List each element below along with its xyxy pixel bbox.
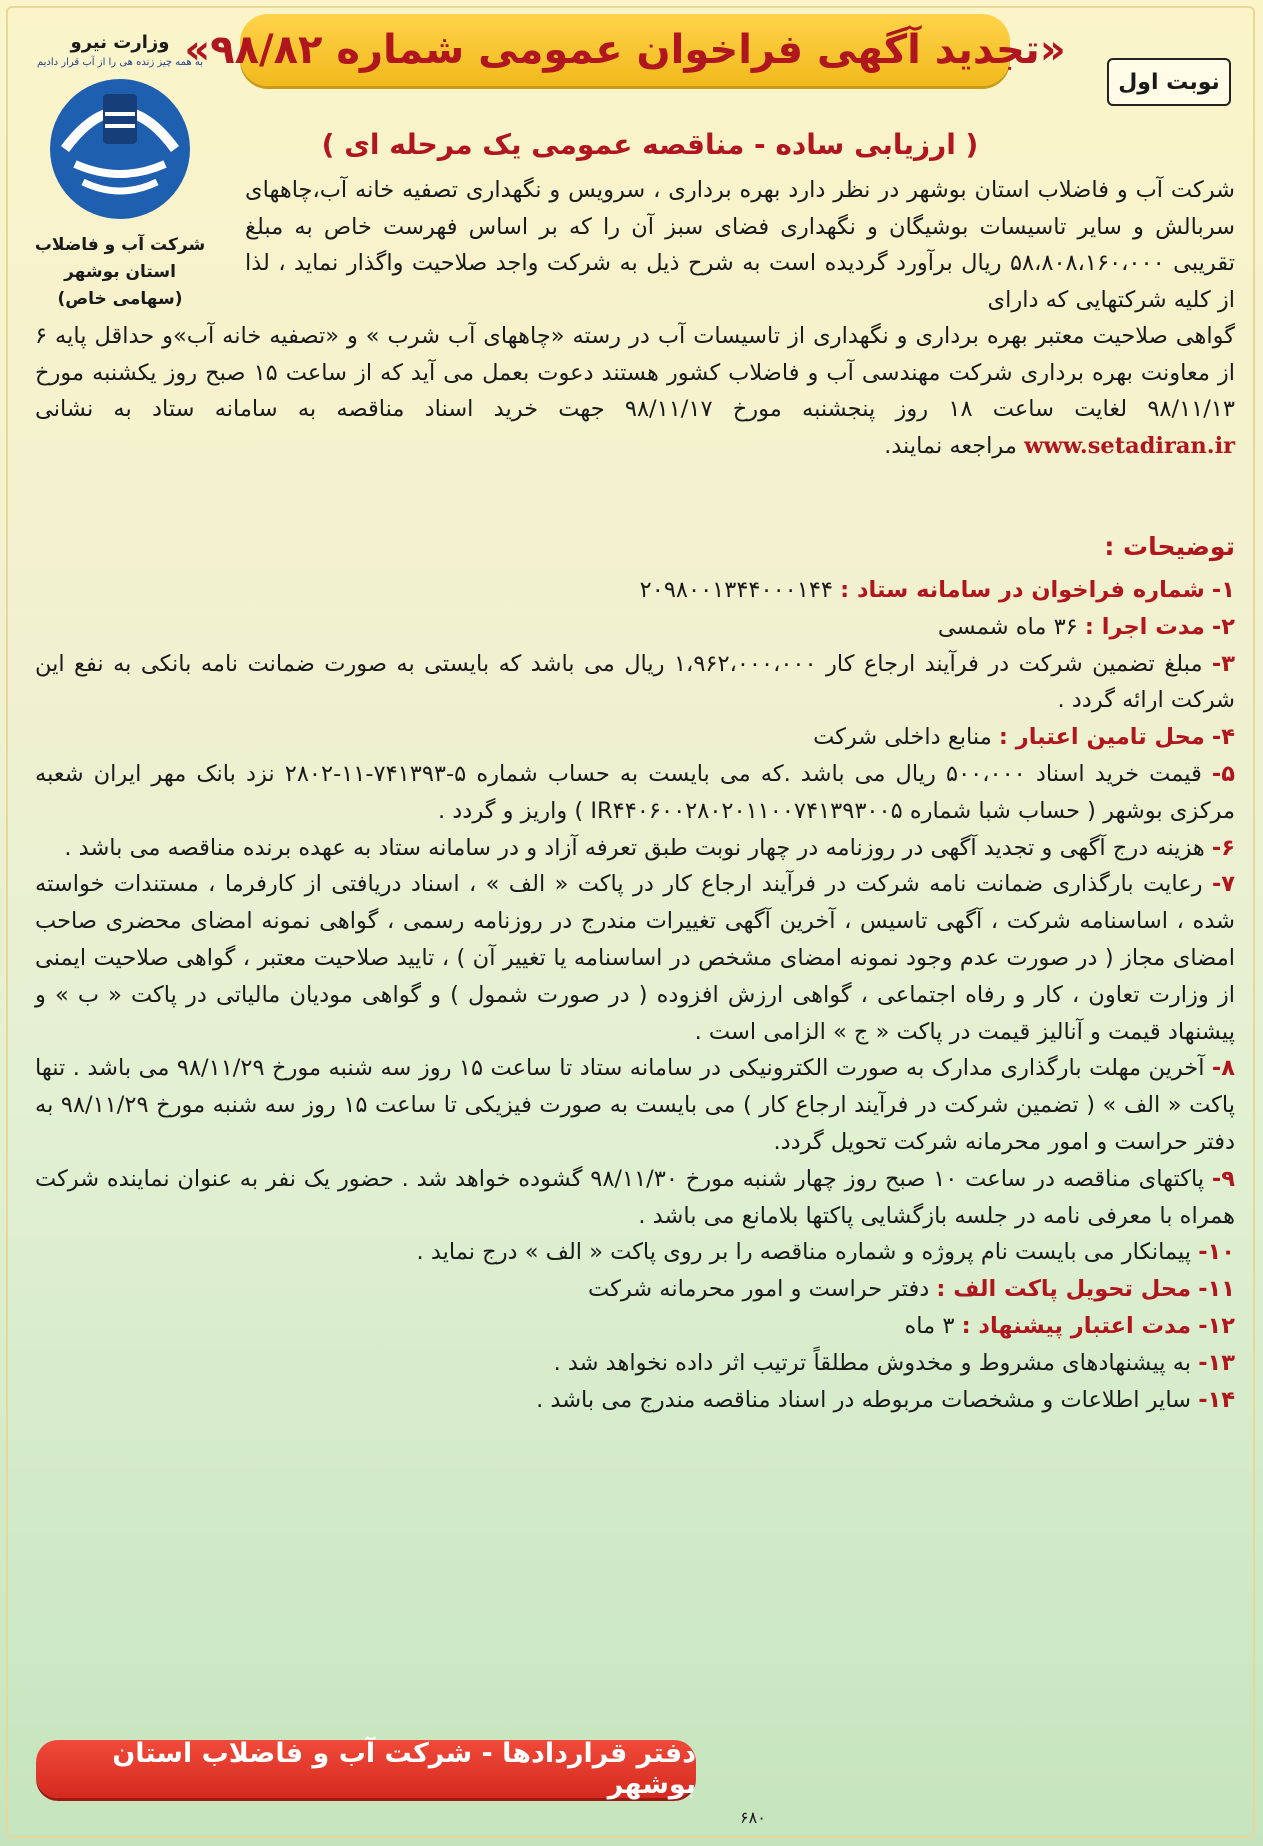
tender-subtitle: ( ارزیابی ساده - مناقصه عمومی یک مرحله ای ) xyxy=(321,128,979,161)
item-number: ۸- xyxy=(1211,1055,1235,1082)
item-text: منابع داخلی شرکت xyxy=(813,724,999,751)
item-label: محل تحویل پاکت الف : xyxy=(936,1276,1192,1303)
title-banner xyxy=(184,14,1066,86)
list-item xyxy=(35,1234,1235,1271)
list-item xyxy=(35,646,1235,720)
list-item xyxy=(35,1382,1235,1419)
item-number: ۲- xyxy=(1211,613,1235,640)
list-item xyxy=(35,756,1235,830)
notes-list xyxy=(35,572,1235,1418)
list-item xyxy=(35,1308,1235,1345)
item-text: به پیشنهادهای مشروط و مخدوش مطلقاً ترتیب اثر داده نخواهد شد . xyxy=(553,1349,1192,1376)
intro-paragraph-1: شرکت آب و فاضلاب استان بوشهر در نظر دارد بهره برداری ، سرویس و نگهداری تصفیه خانه آب،چاههای سربالش و سایر تاسیسات بوشیگان و نگهداری فضای سبز آن را که بر اساس فهرست خاص به مبلغ تقریبی ۵۸،۸۰۸،۱۶۰،۰۰۰ ریال برآورد گردیده است به شرح ذیل به شرکت واجد صلاحیت واگذار نماید ، لذا از کلیه شرکتهایی که دارای xyxy=(245,177,1235,313)
item-number: ۱۴- xyxy=(1198,1386,1235,1413)
list-item xyxy=(35,719,1235,756)
item-number: ۱۳- xyxy=(1198,1349,1235,1376)
list-item xyxy=(35,1271,1235,1308)
item-number: ۳- xyxy=(1211,650,1235,677)
company-logo-block xyxy=(20,28,220,358)
list-item xyxy=(35,1050,1235,1160)
company-name-line3: (سهامی خاص) xyxy=(57,289,183,309)
item-text: رعایت بارگذاری ضمانت نامه شرکت در فرآیند ارجاع کار در پاکت « الف » ، اسناد دریافتی از کارفرما ، مستندات خواسته شده ، اساسنامه شرکت ، آگهی تاسیس ، آخرین آگهی تغییرات مندرج در روزنامه رسمی ، گواهی نمونه امضای محضری صاحب امضای مجاز ( در صورت عدم وجود نمونه امضای مشخص در اساسنامه یا تغییر آن ) ، تایید صلاحیت معتبر ، گواهی صلاحیت ایمنی از وزارت تعاون ، کار و رفاه اجتماعی ، گواهی ارزش افزوده ( در صورت شمول ) و گواهی مودیان مالیاتی در پاکت « ب » و پیشنهاد قیمت و آنالیز قیمت در پاکت « ج » الزامی است . xyxy=(35,871,1235,1045)
item-label: مدت اجرا : xyxy=(1084,613,1205,640)
setad-website-link[interactable]: www.setadiran.ir xyxy=(1024,432,1235,459)
list-item xyxy=(35,866,1235,1050)
item-number: ۵- xyxy=(1211,760,1235,787)
intro-text: گواهی صلاحیت معتبر بهره برداری و نگهداری از تاسیسات آب در رسته «چاههای آب شرب » و «تصفیه خانه آب»و حداقل پایه ۶ از معاونت بهره برداری شرکت مهندسی آب و فاضلاب کشور هستند دعوت بعمل می آید که از ساعت ۱۵ صبح روز یکشنبه مورخ ۹۸/۱۱/۱۳ لغایت ساعت ۱۸ روز پنجشنبه مورخ ۹۸/۱۱/۱۷ جهت خرید اسناد مناقصه به سامانه ستاد به نشانی xyxy=(35,323,1236,422)
water-drop-logo-icon xyxy=(45,74,195,224)
round-badge xyxy=(1107,58,1231,106)
footer-banner xyxy=(36,1740,696,1798)
item-text: هزینه درج آگهی و تجدید آگهی در روزنامه در چهار نوبت طبق تعرفه آزاد و در سامانه ستاد به عهده برنده مناقصه می باشد . xyxy=(64,834,1205,861)
list-item xyxy=(35,1345,1235,1382)
list-item xyxy=(35,830,1235,867)
item-number: ۱۱- xyxy=(1198,1276,1235,1303)
item-number: ۱۲- xyxy=(1198,1312,1235,1339)
item-number: ۶- xyxy=(1211,834,1235,861)
item-text: سایر اطلاعات و مشخصات مربوطه در اسناد مناقصه مندرج می باشد . xyxy=(536,1386,1192,1413)
item-text: دفتر حراست و امور محرمانه شرکت xyxy=(588,1276,937,1303)
item-text: پیمانکار می بایست نام پروژه و شماره مناقصه را بر روی پاکت « الف » درج نماید . xyxy=(416,1239,1192,1266)
item-text: ۲۰۹۸۰۰۱۳۴۴۰۰۰۱۴۴ xyxy=(639,577,841,603)
item-number: ۹- xyxy=(1211,1165,1235,1192)
item-number: ۴- xyxy=(1211,724,1235,751)
item-label: محل تامین اعتبار : xyxy=(998,724,1205,751)
page-number: ۶۸۰ xyxy=(740,1808,766,1827)
page-title: «تجدید آگهی فراخوان عمومی شماره ۹۸/۸۲» xyxy=(184,27,1066,73)
round-label: نوبت اول xyxy=(1118,69,1220,95)
item-number: ۷- xyxy=(1211,871,1236,898)
list-item xyxy=(35,572,1235,609)
item-text: ۳۶ ماه شمسی xyxy=(937,613,1085,640)
item-label: شماره فراخوان در سامانه ستاد : xyxy=(840,577,1205,603)
footer-text: دفتر قراردادها - شرکت آب و فاضلاب استان بوشهر xyxy=(112,1738,696,1800)
logo-motto: به همه چیز زنده هی را از آب قرار دادیم xyxy=(36,57,204,68)
list-item xyxy=(35,609,1235,646)
notes-heading: توضیحات : xyxy=(1104,532,1235,561)
item-text: ۳ ماه xyxy=(904,1312,962,1339)
ministry-name: وزارت نیرو xyxy=(70,32,170,53)
item-label: مدت اعتبار پیشنهاد : xyxy=(961,1312,1192,1339)
item-text: پاکتهای مناقصه در ساعت ۱۰ صبح روز چهار شنبه مورخ ۹۸/۱۱/۳۰ گشوده خواهد شد . حضور یک نفر به عنوان نماینده شرکت همراه با معرفی نامه در جلسه بازگشایی پاکتها بلامانع می باشد . xyxy=(35,1165,1235,1229)
item-number: ۱۰- xyxy=(1198,1239,1235,1266)
item-text: قیمت خرید اسناد ۵۰۰،۰۰۰ ریال می باشد .که می بایست به حساب شماره ۵-۷۴۱۳۹۳-۱۱-۲۸۰۲ نزد بانک مهر ایران شعبه مرکزی بوشهر ( حساب شبا شماره IR۴۴۰۶۰۰۲۸۰۲۰۱۱۰۰۷۴۱۳۹۳۰۰۵ ) واریز و گردد . xyxy=(35,760,1235,824)
item-number: ۱- xyxy=(1211,577,1235,603)
list-item xyxy=(35,1161,1235,1235)
item-text: مبلغ تضمین شرکت در فرآیند ارجاع کار ۱،۹۶۲،۰۰۰،۰۰۰ ریال می باشد که بایستی به صورت ضمانت نامه بانکی به نفع این شرکت ارائه گردد . xyxy=(35,650,1235,714)
company-name-line2: استان بوشهر xyxy=(64,262,176,282)
company-name-line1: شرکت آب و فاضلاب xyxy=(34,235,206,255)
intro-paragraph-2 xyxy=(35,318,1235,464)
intro-text-end: مراجعه نمایند. xyxy=(884,432,1017,459)
item-text: آخرین مهلت بارگذاری مدارک به صورت الکترونیکی در سامانه ستاد تا ساعت ۱۵ روز سه شنبه مورخ ۹۸/۱۱/۲۹ می باشد . تنها پاکت « الف » ( تضمین شرکت در فرآیند ارجاع کار ) می بایست به صورت فیزیکی تا ساعت ۱۵ روز سه شنبه مورخ ۹۸/۱۱/۲۹ به دفتر حراست و امور محرمانه شرکت تحویل گردد. xyxy=(35,1055,1235,1155)
